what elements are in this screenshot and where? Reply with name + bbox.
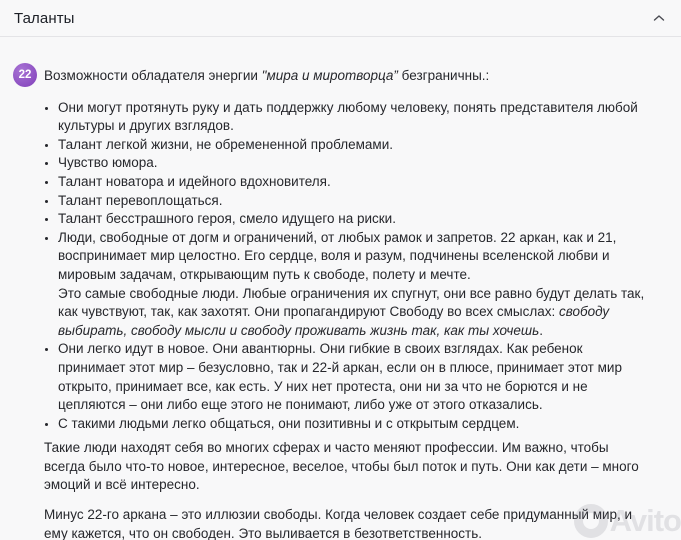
text: Они легко идут в новое. Они авантюрны. Они гибкие в своих взглядах. Как ребенок принимает этот мир – безусловно, так и 22-й аркан, если он в плюсе, принимает этот мир открыто, принимает все, как есть. У них нет протеста, они ни за что не борются и не цепляются – они либо еще этого не понимают, либо уже от этого отказались. — [58, 341, 622, 413]
text: Талант новатора и идейного вдохновителя. — [58, 173, 331, 189]
talents-list — [44, 99, 645, 434]
text: Талант бесстрашного героя, смело идущего на риски. — [58, 211, 396, 227]
text: . — [539, 322, 543, 338]
section-header-talents[interactable] — [0, 0, 681, 37]
section-title: Таланты — [14, 9, 75, 27]
summary-paragraphs — [44, 439, 645, 540]
list-item — [58, 99, 645, 136]
paragraph: Минус 22-го аркана – это иллюзии свободы. Когда человек создает себе придуманный мир, и ему кажется, что он свободен. Это выливается в безответственность. — [44, 507, 633, 540]
paragraph: Такие люди находят себя во многих сферах и часто меняют профессии. Им важно, чтобы всегда было что-то новое, интересное, веселое, чтобы был поток и путь. Они как дети – много эмоций и всё интересно. — [44, 440, 639, 493]
list-item — [58, 136, 645, 155]
list-item — [58, 173, 645, 192]
list-item — [58, 229, 645, 341]
text: Талант перевоплощаться. — [58, 192, 223, 208]
text: безграничны.: — [397, 68, 490, 83]
italic-text: свободу выбирать, свободу мысли и свободу проживать жизнь так, как ты хочешь — [58, 304, 610, 338]
text: Люди, свободные от догм и ограничений, от любых рамок и запретов. 22 аркан, как и 21, воспринимает мир целостно. Его сердце, воля и разум, подчинены вселенской любви и мировым задачам, открывающим путь к свободе, полету и мечте. — [58, 229, 617, 282]
list-item — [58, 415, 645, 434]
text: Талант легкой жизни, не обремененной проблемами. — [58, 136, 393, 152]
italic-text: "мира и миротворца” — [261, 68, 398, 83]
intro-text — [44, 65, 645, 86]
text: С такими людьми легко общаться, они позитивны и с открытым сердцем. — [58, 415, 520, 431]
chevron-up-icon[interactable] — [653, 14, 665, 22]
watermark-text: Avito — [609, 503, 681, 538]
text: Это самые свободные люди. Любые ограничения их спугнут, они все равно будут делать так, как чувствуют, так, как захотят. Они пропагандируют Свободу во всех смыслах: — [58, 285, 645, 320]
list-item — [58, 210, 645, 229]
text: Они могут протянуть руку и дать поддержку любому человеку, понять представителя любой культуры и других взглядов. — [58, 99, 638, 134]
list-item — [58, 154, 645, 173]
section-content — [0, 37, 681, 540]
text: Возможности обладателя энергии — [44, 68, 262, 83]
text: Чувство юмора. — [58, 155, 158, 171]
list-item — [58, 340, 645, 414]
arcana-number-badge: 22 — [13, 63, 37, 87]
list-item — [58, 192, 645, 211]
